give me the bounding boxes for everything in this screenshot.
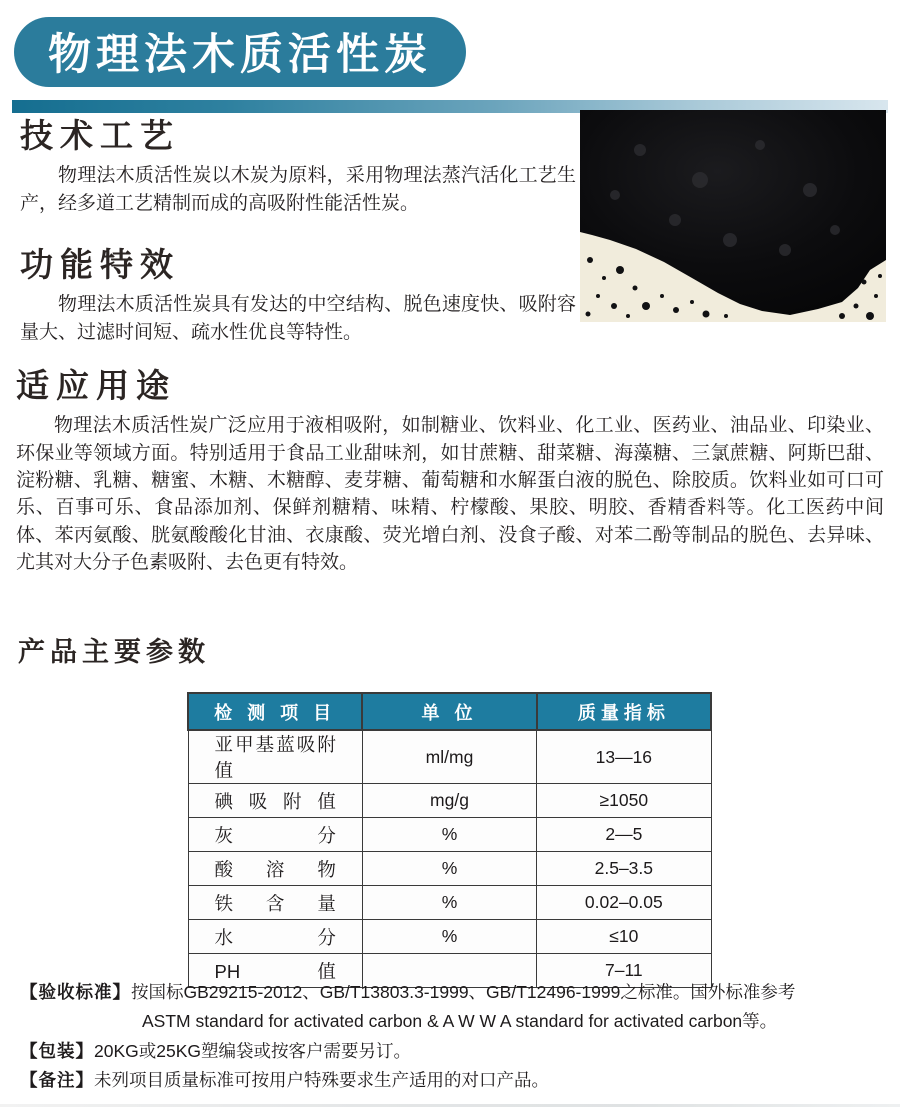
note-remark-text: 未列项目质量标准可按用户特殊要求生产适用的对口产品。 [94, 1070, 549, 1090]
cell-item: 酸溶物 [188, 852, 362, 886]
table-row [188, 818, 711, 852]
left-text-column [20, 118, 576, 346]
table-header-row [188, 693, 711, 730]
col-header-item: 检 测 项 目 [188, 693, 362, 730]
cell-value: 0.02–0.05 [537, 886, 711, 920]
section-heading-uses: 适应用途 [16, 367, 176, 404]
section-body-tech: 物理法木质活性炭以木炭为原料，采用物理法蒸汽活化工艺生产，经多道工艺精制而成的高吸附性能活性炭。 [20, 165, 576, 214]
note-acceptance-text-1: 按国标GB29215-2012、GB/T13803.3-1999、GB/T12496-1999之标准。国外标准参考 [131, 982, 796, 1002]
cell-item: 亚甲基蓝吸附值 [188, 730, 362, 784]
spacer [20, 217, 576, 247]
section-heading-features: 功能特效 [20, 246, 180, 284]
product-photo [580, 110, 886, 322]
cell-item: 水分 [188, 920, 362, 954]
table-row [188, 886, 711, 920]
cell-unit: % [362, 920, 536, 954]
note-remark [20, 1067, 888, 1093]
page-title: 物理法木质活性炭 [48, 30, 432, 79]
cell-value: ≥1050 [537, 784, 711, 818]
table-row [188, 852, 711, 886]
col-header-spec: 质量指标 [537, 693, 711, 730]
cell-item: PH值 [188, 954, 362, 988]
cell-value: ≤10 [537, 920, 711, 954]
cell-item: 碘吸附值 [188, 784, 362, 818]
note-packaging [20, 1038, 888, 1064]
footer-notes [20, 979, 888, 1096]
section-body-features: 物理法木质活性炭具有发达的中空结构、脱色速度快、吸附容量大、过滤时间短、疏水性优良等特性。 [20, 294, 576, 343]
section-uses [16, 368, 884, 576]
cell-value: 2.5–3.5 [537, 852, 711, 886]
note-acceptance [20, 979, 888, 1005]
cell-item: 铁含量 [188, 886, 362, 920]
cell-value: 13—16 [537, 730, 711, 784]
cell-unit: % [362, 886, 536, 920]
page-title-badge [14, 17, 466, 87]
table-row [188, 920, 711, 954]
cell-unit: mg/g [362, 784, 536, 818]
table-row [188, 730, 711, 784]
note-remark-label: 【备注】 [20, 1070, 94, 1090]
note-acceptance-text-2: ASTM standard for activated carbon & A W W A standard for activated carbon等。 [142, 1011, 778, 1031]
note-packaging-text: 20KG或25KG塑编袋或按客户需要另订。 [94, 1041, 411, 1061]
cell-value: 2—5 [537, 818, 711, 852]
parameters-table [187, 692, 712, 988]
section-heading-parameters: 产品主要参数 [18, 637, 210, 667]
section-body-uses: 物理法木质活性炭广泛应用于液相吸附，如制糖业、饮料业、化工业、医药业、油品业、印染业、环保业等领域方面。特别适用于食品工业甜味剂，如甘蔗糖、甜菜糖、海藻糖、三氯蔗糖、阿斯巴甜、淀粉糖、乳糖、糖蜜、木糖、木糖醇、麦芽糖、葡萄糖和水解蛋白液的脱色、除胶质。饮料业如可口可乐、百事可乐、食品添加剂、保鲜剂糖精、味精、柠檬酸、果胶、明胶、香精香料等。化工医药中间体、苯丙氨酸、胱氨酸酸化甘油、衣康酸、荧光增白剂、没食子酸、对苯二酚等制品的脱色、去异味、尤其对大分子色素吸附、去色更有特效。 [16, 415, 884, 574]
activated-carbon-powder-photo [580, 110, 886, 322]
cell-item: 灰分 [188, 818, 362, 852]
cell-unit: % [362, 818, 536, 852]
section-heading-tech: 技术工艺 [20, 117, 180, 154]
table-row [188, 784, 711, 818]
col-header-unit: 单 位 [362, 693, 536, 730]
note-packaging-label: 【包装】 [20, 1041, 94, 1061]
cell-unit: % [362, 852, 536, 886]
cell-unit: ml/mg [362, 730, 536, 784]
note-acceptance-label: 【验收标准】 [20, 982, 131, 1002]
cell-value: 7–11 [537, 954, 711, 988]
bottom-divider [0, 1104, 900, 1107]
